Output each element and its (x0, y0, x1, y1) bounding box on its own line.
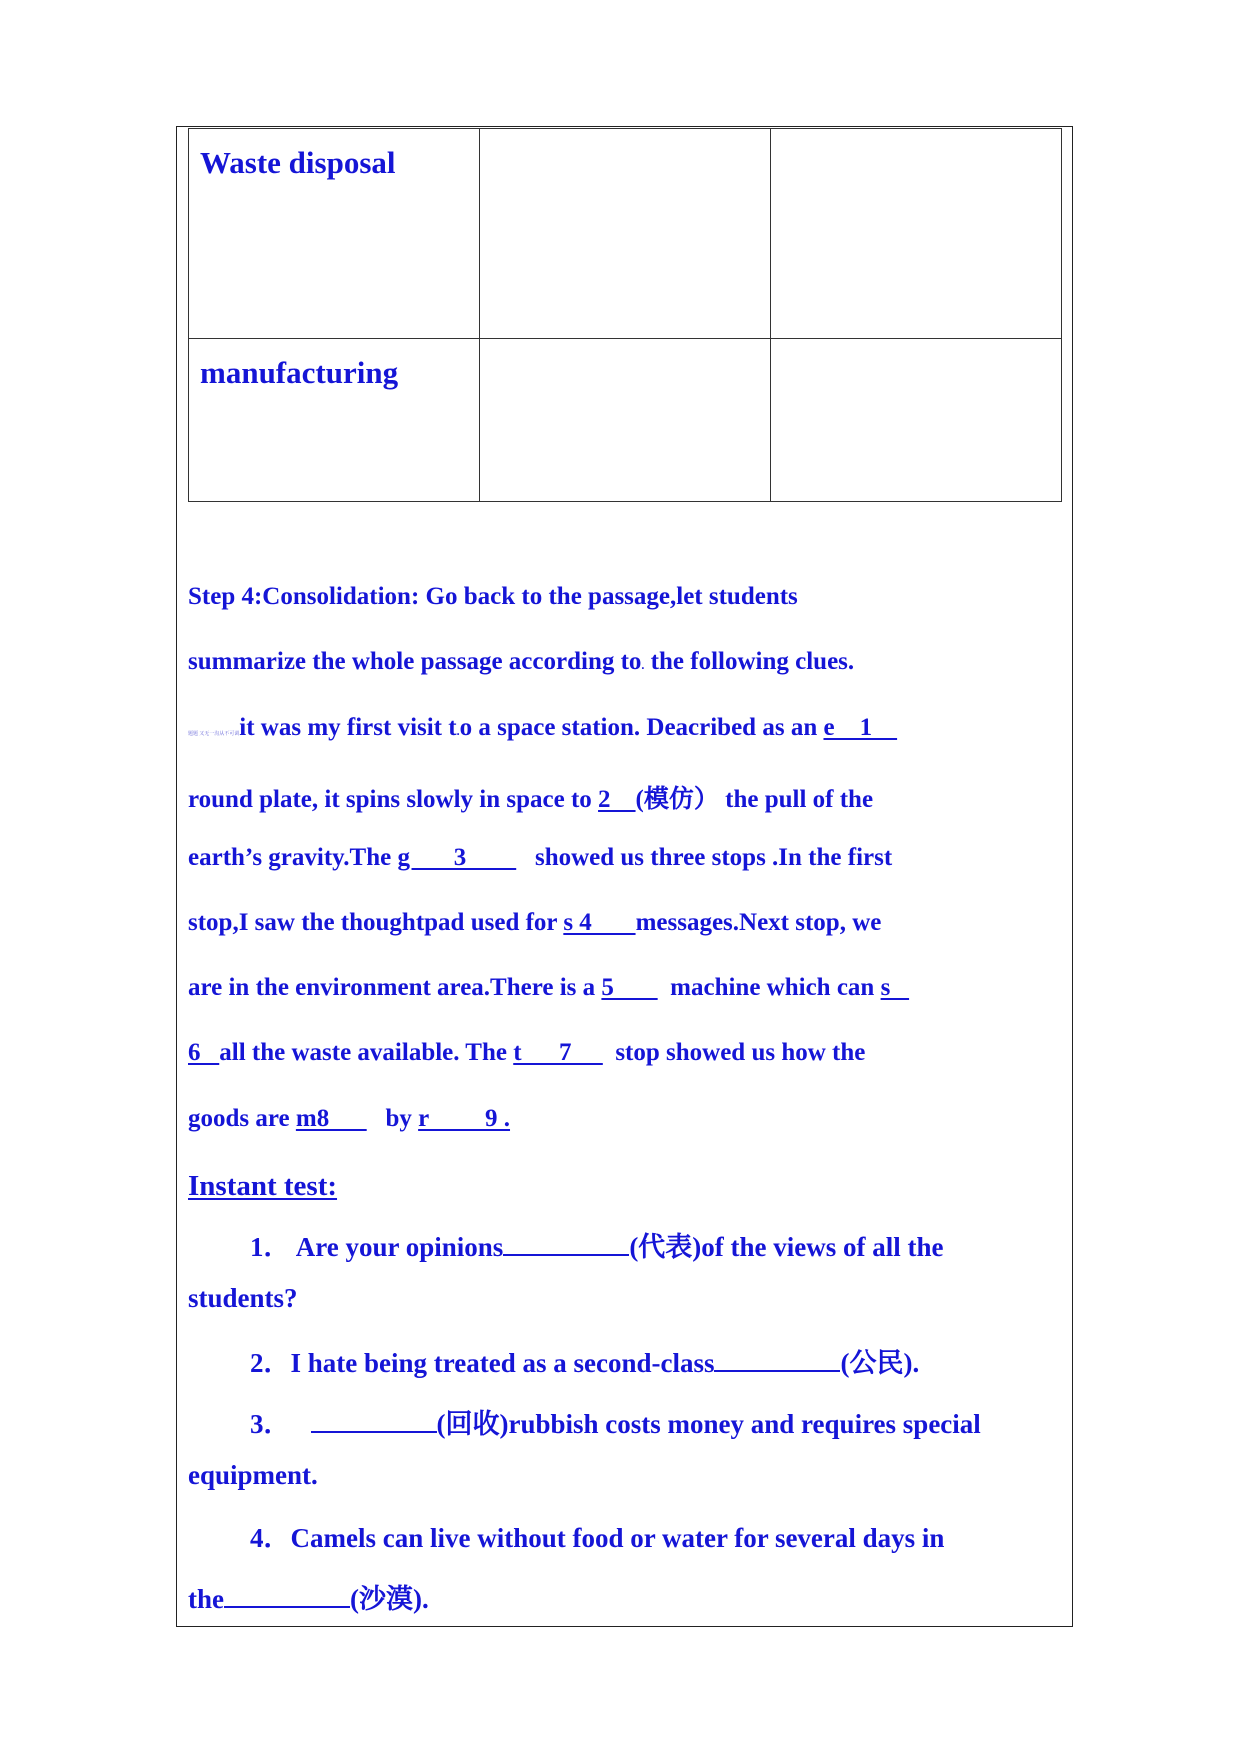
table-cell (189, 339, 480, 502)
table-cell-empty[interactable] (480, 339, 771, 502)
table-cell (189, 129, 480, 339)
blank-7[interactable]: t 7 (513, 1039, 603, 1066)
text: . (641, 658, 645, 672)
table-cell-empty[interactable] (771, 339, 1062, 502)
text: (回收)rubbish costs money and requires special (436, 1409, 981, 1439)
table-row (189, 339, 1062, 502)
question-3-cont: equipment. (188, 1460, 318, 1490)
text: Step 4:Consolidation: Go back to the passage,let students (188, 583, 798, 610)
hint: (模仿） (635, 786, 719, 813)
consolidation-line (188, 583, 798, 611)
text: (代表)of the views of all the (629, 1232, 944, 1262)
blank-6b[interactable]: 6 (188, 1039, 220, 1066)
text: o a space station. Deacribed as an (459, 714, 824, 741)
question-4: 4．Camels can live without food or water for several days in (250, 1523, 945, 1553)
text: goods are (188, 1105, 296, 1132)
consolidation-line (188, 714, 897, 742)
text: 3． (250, 1409, 291, 1439)
consolidation-line (188, 909, 881, 937)
question-3 (250, 1402, 981, 1441)
consolidation-line (188, 844, 892, 872)
row-label: Waste disposal (200, 145, 396, 180)
text: by (366, 1105, 419, 1132)
text: the following clues. (650, 648, 855, 675)
text: the (188, 1584, 224, 1614)
text: 1． Are your opinions (250, 1232, 504, 1262)
table-cell-empty[interactable] (480, 129, 771, 339)
question-4-cont (188, 1577, 429, 1616)
consolidation-line (188, 974, 909, 1002)
consolidation-line (188, 1039, 865, 1067)
question-1 (250, 1225, 944, 1264)
text: stop,I saw the thoughtpad used for (188, 909, 564, 936)
text: 2．I hate being treated as a second-class (250, 1348, 715, 1378)
blank-6a[interactable]: s (880, 974, 910, 1001)
table-cell-empty[interactable] (771, 129, 1062, 339)
blank-3[interactable]: g 3 (397, 844, 517, 871)
text: messages.Next stop, we (635, 909, 882, 936)
text: earth’s gravity.The (188, 844, 398, 871)
blank-9[interactable]: r 9 . (418, 1105, 511, 1132)
text: showed us three stops .In the first (516, 844, 893, 871)
text: the pull of the (718, 786, 874, 813)
activity-table (188, 128, 1062, 502)
answer-blank-3[interactable] (311, 1409, 437, 1433)
question-1-cont: students? (188, 1283, 298, 1313)
blank-4[interactable]: s 4 (563, 909, 636, 936)
text: are in the environment area.There is a (188, 974, 602, 1001)
answer-blank-1[interactable] (503, 1232, 629, 1256)
text: it was my first visit t (239, 714, 457, 741)
row-label: manufacturing (200, 355, 399, 390)
blank-1[interactable]: e 1 (823, 714, 898, 741)
text: round plate, it spins slowly in space to (188, 786, 599, 813)
text: summarize the whole passage according to (188, 648, 642, 675)
table-row (189, 129, 1062, 339)
text: (沙漠). (350, 1584, 429, 1614)
answer-blank-2[interactable] (714, 1348, 840, 1372)
blank-5[interactable]: 5 (601, 974, 658, 1001)
consolidation-line (188, 648, 854, 676)
question-2 (250, 1341, 919, 1380)
text: stop showed us how the (602, 1039, 866, 1066)
instant-test-heading: Instant test: (188, 1170, 338, 1202)
blank-2[interactable]: 2 (598, 786, 636, 813)
consolidation-line (188, 779, 873, 815)
text: (公民). (840, 1348, 920, 1378)
blank-8[interactable]: m8 (295, 1105, 367, 1132)
text: . (456, 724, 460, 738)
tiny-text: 题题 又无一沟从不可调 (188, 732, 240, 737)
consolidation-line (188, 1105, 510, 1133)
text: machine which can (657, 974, 881, 1001)
text: all the waste available. The (219, 1039, 514, 1066)
answer-blank-4[interactable] (224, 1584, 350, 1608)
